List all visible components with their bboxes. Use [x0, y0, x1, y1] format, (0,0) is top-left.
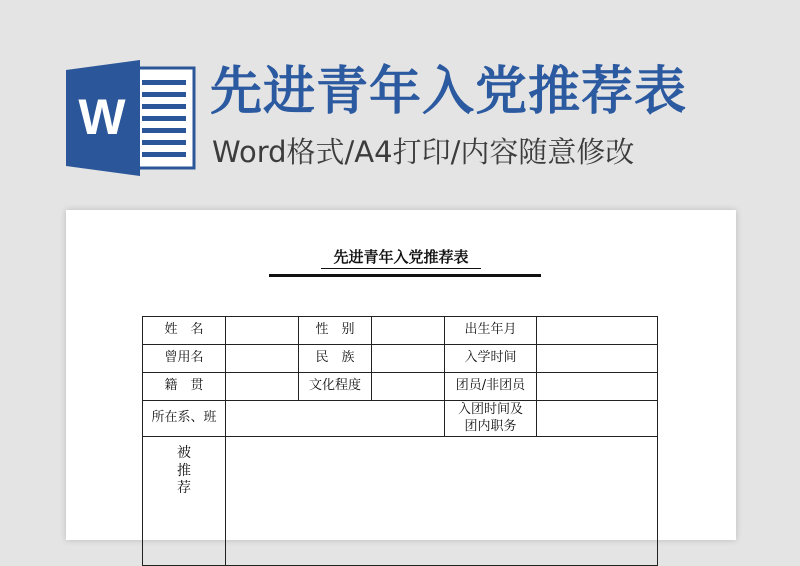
word-logo-icon [66, 60, 198, 176]
value-ethnicity[interactable] [372, 345, 445, 373]
label-recommended [143, 437, 226, 566]
recommended-content-area[interactable] [226, 437, 658, 566]
label-league-join-line-1: 入团时间及 团内职务 [457, 402, 523, 434]
value-department-class[interactable] [226, 401, 445, 437]
table-row [143, 373, 658, 401]
value-birth-date[interactable] [537, 317, 658, 345]
value-enroll-date[interactable] [537, 345, 658, 373]
vertical-char: 被 [177, 445, 191, 461]
vertical-char: 推 [177, 462, 191, 479]
vertical-char: 荐 [177, 480, 191, 496]
label-name: 姓 名 [143, 317, 226, 345]
title-underline [269, 274, 541, 277]
label-ethnicity: 民 族 [299, 345, 372, 373]
banner-subtitle: Word格式/A4打印/内容随意修改 [212, 135, 635, 169]
value-league-status[interactable] [537, 373, 658, 401]
value-name[interactable] [226, 317, 299, 345]
label-education: 文化程度 [299, 373, 372, 401]
label-league-join-position [445, 401, 537, 437]
form-title [66, 250, 736, 269]
label-gender: 性 别 [299, 317, 372, 345]
logo-letter: W [78, 89, 126, 145]
label-birth-date: 出生年月 [445, 317, 537, 345]
value-league-join-position[interactable] [537, 401, 658, 437]
banner-title: 先进青年入党推荐表 [210, 62, 688, 122]
value-gender[interactable] [372, 317, 445, 345]
recommendation-form-table [142, 316, 658, 566]
label-enroll-date: 入学时间 [445, 345, 537, 373]
value-hometown[interactable] [226, 373, 299, 401]
document-page [66, 210, 736, 540]
table-row [143, 401, 658, 437]
table-row [143, 437, 658, 566]
value-education[interactable] [372, 373, 445, 401]
label-hometown: 籍 贯 [143, 373, 226, 401]
label-department-class: 所在系、班 [143, 401, 226, 437]
label-league-status: 团员/非团员 [445, 373, 537, 401]
table-row [143, 317, 658, 345]
value-former-name[interactable] [226, 345, 299, 373]
label-former-name: 曾用名 [143, 345, 226, 373]
table-row [143, 345, 658, 373]
form-title-text: 先进青年入党推荐表 [321, 250, 480, 269]
